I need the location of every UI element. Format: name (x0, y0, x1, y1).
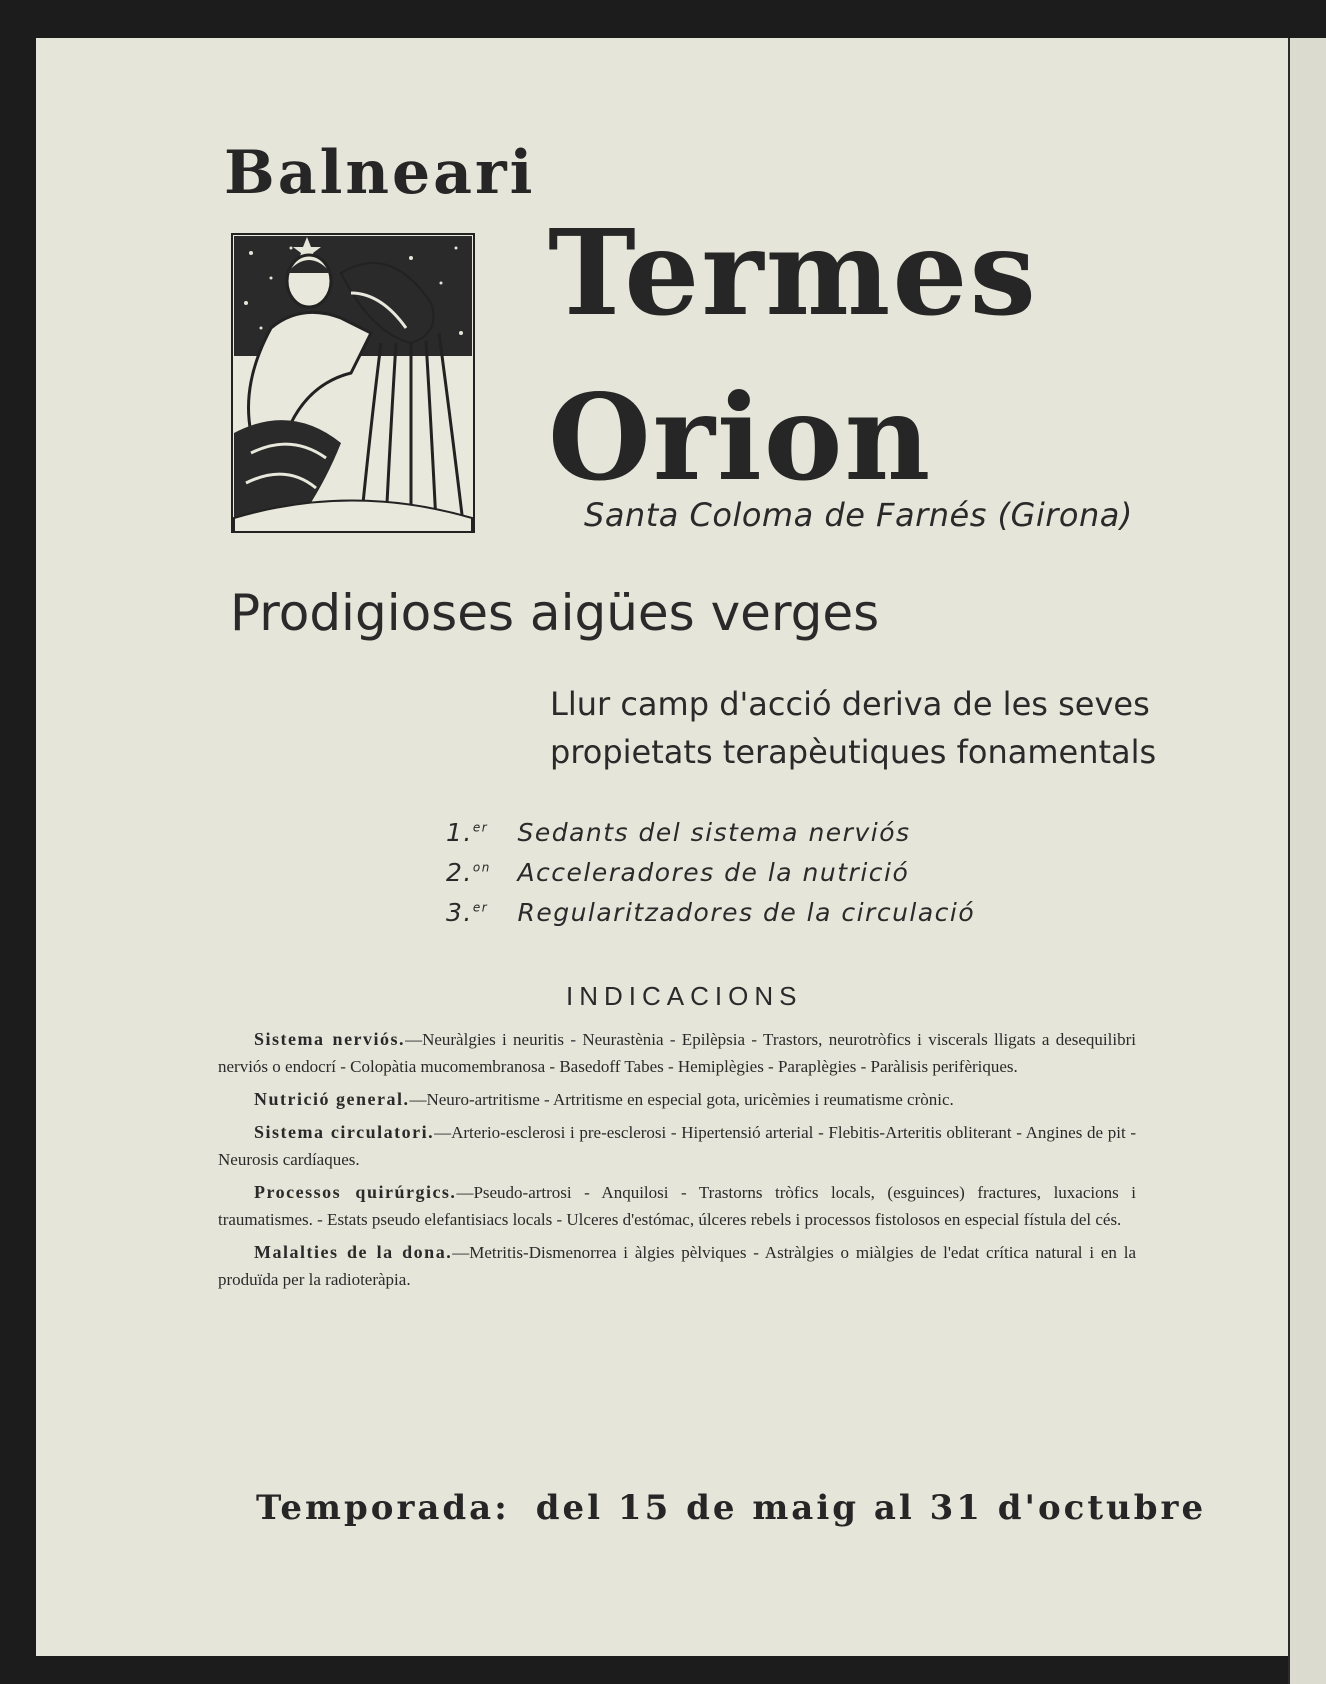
balneari-label: Balneari (224, 138, 536, 208)
indication-text: —Neuro-artritisme - Artritisme en especial gota, uricèmies i reumatisme crònic. (409, 1090, 954, 1109)
aquarius-water-bearer-icon (231, 233, 475, 533)
property-text: Acceleradores de la nutrició (517, 858, 910, 887)
headline: Prodigioses aigües verges (230, 584, 880, 642)
property-item (446, 898, 975, 938)
indication-text: —Pseudo-artrosi - Anquilosi - Trastorns tròfics locals, (esguinces) fractures, luxacions i traumatismes. - Estats pseudo elefantisiacs locals - Ulceres d'estómac, úlceres rebels i processos fistolosos en especial fístula del cés. (218, 1183, 1136, 1229)
season-line (256, 1488, 1206, 1528)
season-label: Temporada: (256, 1488, 510, 1528)
indication-item (218, 1179, 1136, 1233)
title-orion: Orion (548, 368, 933, 507)
properties-list (446, 818, 975, 938)
property-item (446, 818, 975, 858)
title-termes: Termes (548, 203, 1038, 342)
property-number: 1.$^{er}$ (446, 818, 489, 847)
indication-text: —Metritis-Dismenorrea i àlgies pèlviques - Astràlgies o miàlgies de l'edat crítica natural i en la produïda per la radioteràpia. (218, 1243, 1136, 1289)
location-text: Santa Coloma de Farnés (Girona) (584, 496, 1133, 534)
indication-label: Sistema nerviós. (254, 1029, 406, 1049)
next-page-edge (1288, 38, 1326, 1684)
property-item (446, 858, 975, 898)
property-text: Sedants del sistema nerviós (517, 818, 911, 847)
indication-text: —Arterio-esclerosi i pre-esclerosi - Hipertensió arterial - Flebitis-Arteritis obliterant - Angines de pit - Neurosis cardíaques. (218, 1123, 1137, 1169)
indication-label: Malalties de la dona. (254, 1242, 453, 1262)
indication-label: Sistema circulatori. (254, 1122, 435, 1142)
property-number: 2.$^{on}$ (446, 858, 491, 887)
indication-item (218, 1119, 1136, 1173)
season-dates: del 15 de maig al 31 d'octubre (535, 1488, 1207, 1528)
indications-list (218, 1026, 1136, 1299)
indication-text: —Neuràlgies i neuritis - Neurastènia - Epilèpsia - Trastors, neurotròfics i viscerals lligats a desequilibri nerviós o endocrí - Colopàtia mucomembranosa - Basedoff Tabes - Hemiplègies - Paraplègies - Paràlisis perifèriques. (218, 1030, 1136, 1076)
indication-label: Processos quirúrgics. (254, 1182, 457, 1202)
subheadline: Llur camp d'acció deriva de les seves propietats terapèutiques fonamentals (550, 685, 1157, 771)
property-text: Regularitzadores de la circulació (517, 898, 976, 927)
property-number: 3.$^{er}$ (446, 898, 489, 927)
indications-heading: INDICACIONS (566, 981, 803, 1011)
indication-item (218, 1026, 1136, 1080)
indication-item (218, 1086, 1136, 1113)
indication-label: Nutrició general. (254, 1089, 410, 1109)
indication-item (218, 1239, 1136, 1293)
document-page (36, 38, 1288, 1656)
